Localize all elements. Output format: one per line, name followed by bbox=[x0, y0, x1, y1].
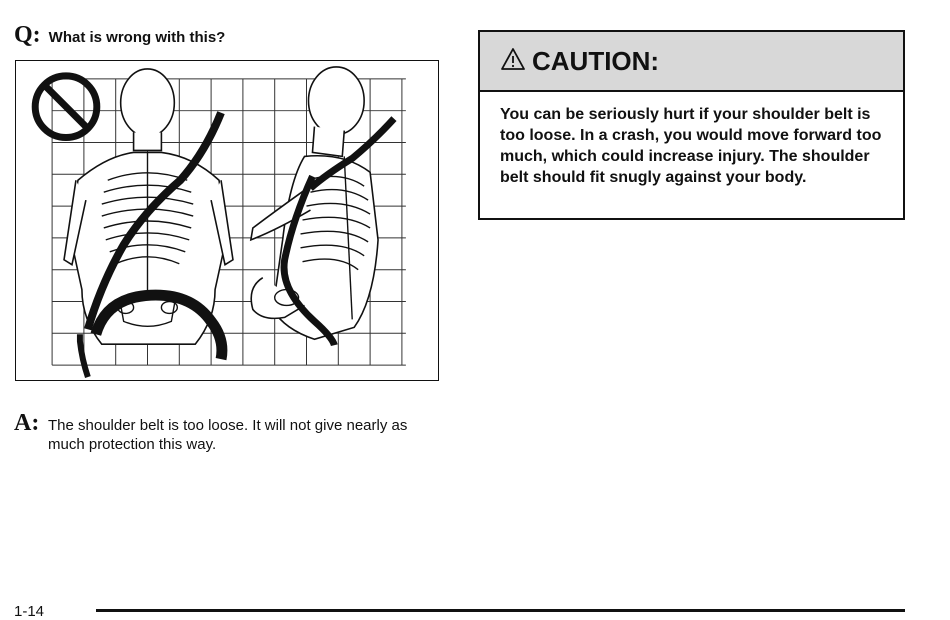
caution-box bbox=[478, 30, 905, 220]
footer-rule bbox=[96, 609, 905, 612]
caution-header bbox=[480, 32, 903, 92]
front-skeleton-illustration bbox=[64, 69, 233, 377]
warning-triangle-icon bbox=[500, 47, 526, 76]
caution-body: You can be seriously hurt if your shoulder belt is too loose. In a crash, you would move forward too much, which could increase injury. The shoulder belt should fit snugly against your body. bbox=[500, 106, 882, 186]
page-number: 1-14 bbox=[14, 603, 45, 620]
question-row bbox=[14, 22, 225, 49]
answer-text: The shoulder belt is too loose. It will not give nearly as much protection this way. bbox=[48, 417, 408, 453]
question-label: Q: bbox=[14, 22, 41, 48]
answer-label: A: bbox=[14, 410, 40, 436]
caution-title: CAUTION: bbox=[532, 45, 660, 76]
belt-illustration-svg bbox=[16, 61, 438, 380]
no-symbol-icon bbox=[35, 76, 97, 138]
belt-illustration bbox=[15, 60, 439, 381]
question-text: What is wrong with this? bbox=[48, 29, 226, 46]
